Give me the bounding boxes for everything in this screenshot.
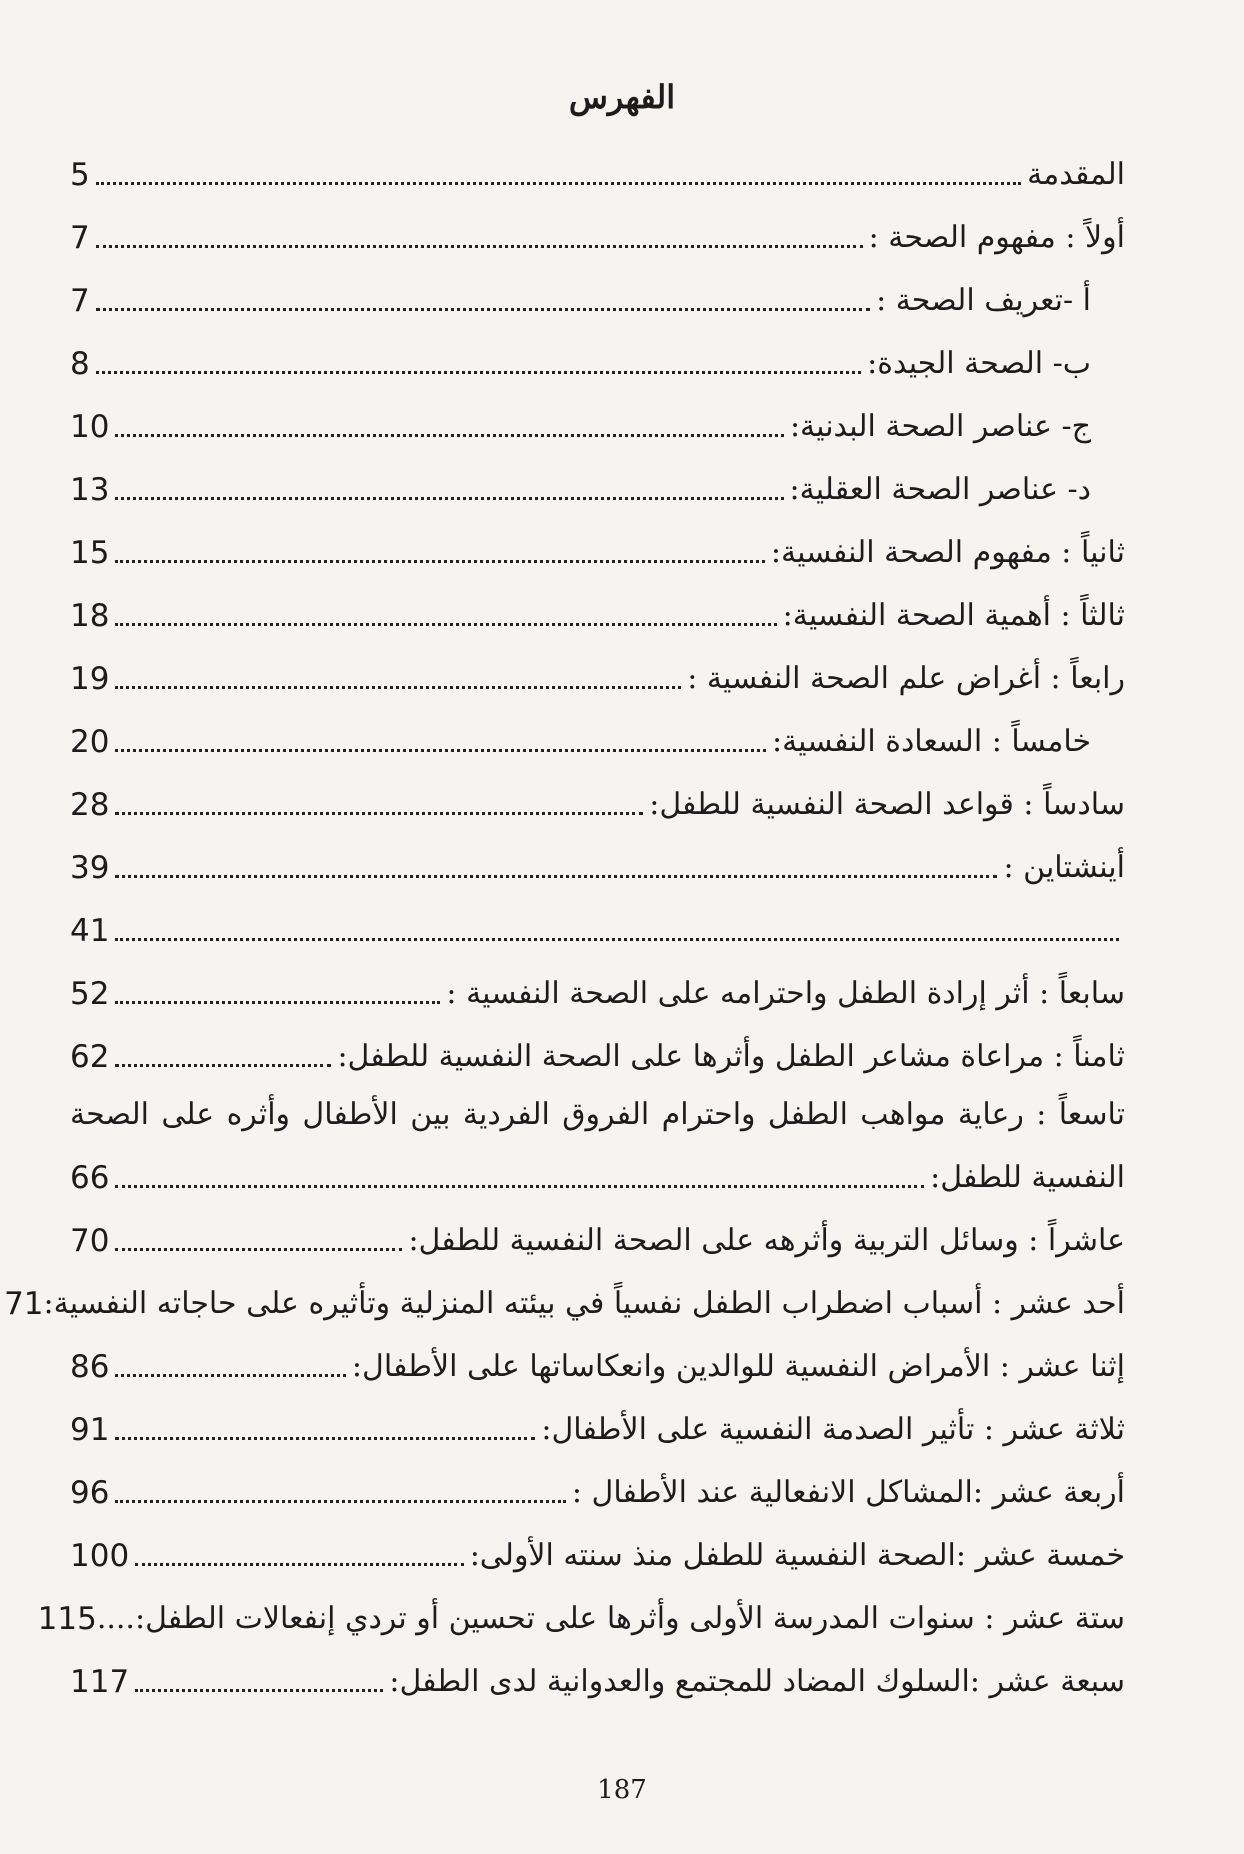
toc-entry-page: 41 (70, 913, 110, 949)
toc-entry-label: ثانياً : مفهوم الصحة النفسية: (770, 535, 1125, 570)
dot-leader (115, 1374, 345, 1377)
toc-entry-label: ثلاثة عشر : تأثير الصدمة النفسية على الأطفال: (541, 1412, 1125, 1447)
toc-entry-page: 5 (70, 157, 90, 193)
toc-entry-page: 70 (70, 1223, 110, 1259)
toc-entry-page: 8 (70, 346, 90, 382)
dot-leader (96, 308, 870, 311)
toc-entry (70, 825, 1125, 888)
dot-leader (115, 1500, 565, 1503)
dot-leader (115, 1001, 440, 1004)
toc-entry-label: أ -تعريف الصحة : (876, 283, 1091, 318)
toc-entry-label: رابعاً : أغراض علم الصحة النفسية : (687, 661, 1125, 696)
toc-entry (70, 1198, 1125, 1261)
toc-entry-page: 96 (70, 1475, 110, 1511)
toc-entry (70, 951, 1125, 1014)
toc-entry-label: ستة عشر : سنوات المدرسة الأولى وأثرها على تحسين أو تردي إنفعالات الطفل:.... (96, 1601, 1125, 1636)
toc-entry-label: خمسة عشر :الصحة النفسية للطفل منذ سنته الأولى: (469, 1538, 1125, 1573)
toc-entry-label: سابعاً : أثر إرادة الطفل واحترامه على الصحة النفسية : (446, 976, 1125, 1011)
dot-leader (115, 938, 1119, 941)
toc-entry (70, 1077, 1125, 1135)
toc-entry-page: 7 (70, 283, 90, 319)
toc-entry (70, 321, 1125, 384)
toc-entry (70, 1324, 1125, 1387)
toc-entry (70, 888, 1125, 951)
toc-entry-page: 66 (70, 1160, 110, 1196)
toc-entry-page: 20 (70, 724, 110, 760)
toc-entry (4, 1261, 1125, 1324)
dot-leader (135, 1563, 464, 1566)
toc-entry-page: 117 (70, 1664, 130, 1700)
toc-entry-label: أحد عشر : أسباب اضطراب الطفل نفسياً في بيئته المنزلية وتأثيره على حاجاته النفسية: (43, 1286, 1125, 1321)
toc-entry-page: 115 (37, 1601, 97, 1637)
toc-entry (70, 510, 1125, 573)
toc-entry-label: د- عناصر الصحة العقلية: (789, 472, 1091, 507)
toc-entry (70, 1387, 1125, 1450)
toc-entry (70, 573, 1125, 636)
dot-leader (96, 371, 861, 374)
toc-entry-page: 52 (70, 976, 110, 1012)
dot-leader (115, 623, 776, 626)
toc-entry-page: 71 (4, 1286, 44, 1322)
toc-entry-page: 39 (70, 850, 110, 886)
toc-entry (70, 636, 1125, 699)
toc-entry (70, 1639, 1125, 1702)
toc-entry-label: ب- الصحة الجيدة: (867, 346, 1091, 381)
toc-entry (70, 1135, 1125, 1198)
toc-entry-page: 18 (70, 598, 110, 634)
toc-entry (70, 1513, 1125, 1576)
toc-entry-page: 62 (70, 1039, 110, 1075)
toc-entry-page: 10 (70, 409, 110, 445)
dot-leader (115, 1064, 331, 1067)
toc-entry (70, 1014, 1125, 1077)
toc-entry-page: 13 (70, 472, 110, 508)
toc-entry (37, 1576, 1125, 1639)
dot-leader (115, 434, 784, 437)
toc-entry-label: سادساً : قواعد الصحة النفسية للطفل: (649, 787, 1125, 822)
toc-entry-label: خامساً : السعادة النفسية: (771, 724, 1091, 759)
toc-entry-label: المقدمة (1027, 157, 1125, 192)
toc-entry-label: تاسعاً : رعاية مواهب الطفل واحترام الفروق الفردية بين الأطفال وأثره على الصحة (70, 1097, 1125, 1132)
page-number: 187 (597, 1775, 647, 1805)
dot-leader (115, 875, 997, 878)
toc-entry-page: 19 (70, 661, 110, 697)
toc-entry (70, 384, 1125, 447)
toc-entry (70, 195, 1125, 258)
toc-entry-label: النفسية للطفل: (930, 1160, 1125, 1195)
toc-entry-page: 15 (70, 535, 110, 571)
dot-leader (115, 1437, 535, 1440)
toc-entry-label: ثالثاً : أهمية الصحة النفسية: (782, 598, 1125, 633)
toc-entry-page: 86 (70, 1349, 110, 1385)
toc-entry-label: ثامناً : مراعاة مشاعر الطفل وأثرها على الصحة النفسية للطفل: (337, 1039, 1125, 1074)
toc-entry (70, 699, 1125, 762)
toc-entry-label: أربعة عشر :المشاكل الانفعالية عند الأطفال : (571, 1475, 1125, 1510)
toc-entry-page: 28 (70, 787, 110, 823)
toc-entry-label: سبعة عشر :السلوك المضاد للمجتمع والعدوانية لدى الطفل: (389, 1664, 1125, 1699)
dot-leader (115, 749, 766, 752)
toc-entry (70, 1450, 1125, 1513)
toc-entry-label: أولاً : مفهوم الصحة : (868, 220, 1125, 255)
dot-leader (115, 497, 783, 500)
table-of-contents (4, 132, 1125, 1702)
dot-leader (115, 686, 681, 689)
dot-leader (115, 812, 643, 815)
dot-leader (115, 1248, 402, 1251)
dot-leader (96, 245, 863, 248)
dot-leader (135, 1689, 383, 1692)
toc-entry-page: 91 (70, 1412, 110, 1448)
dot-leader (115, 560, 764, 563)
toc-entry (70, 132, 1125, 195)
toc-entry-label: إثنا عشر : الأمراض النفسية للوالدين وانعكاساتها على الأطفال: (351, 1349, 1125, 1384)
toc-entry-label: عاشراً : وسائل التربية وأثرهه على الصحة النفسية للطفل: (408, 1223, 1125, 1258)
page-title: الفهرس (568, 78, 676, 116)
toc-entry-label: أينشتاين : (1003, 850, 1125, 885)
toc-entry-label: ج- عناصر الصحة البدنية: (789, 409, 1091, 444)
toc-entry (70, 258, 1125, 321)
toc-entry (70, 447, 1125, 510)
toc-entry-page: 7 (70, 220, 90, 256)
dot-leader (115, 1185, 924, 1188)
toc-entry (70, 762, 1125, 825)
toc-entry-page: 100 (70, 1538, 130, 1574)
dot-leader (96, 182, 1021, 185)
